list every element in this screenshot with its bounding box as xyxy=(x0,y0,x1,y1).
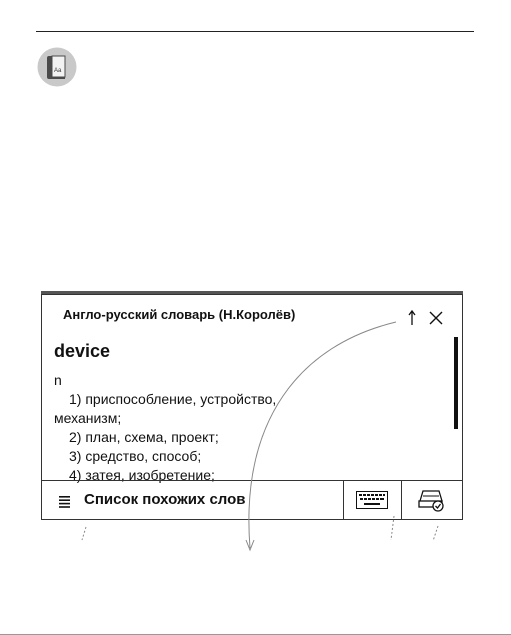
dictionary-entry xyxy=(54,371,276,485)
entry-line: 4) затея, изобретение; xyxy=(69,467,215,483)
entry-line: механизм; xyxy=(54,410,122,426)
list-icon xyxy=(59,496,70,508)
keyboard-icon xyxy=(356,491,388,509)
entry-line: 2) план, схема, проект; xyxy=(69,429,219,445)
close-icon[interactable] xyxy=(428,310,444,326)
scrollbar[interactable] xyxy=(454,337,458,429)
similar-words-label: Список похожих слов xyxy=(84,491,246,508)
entry-line: 3) средство, способ; xyxy=(69,448,202,464)
arrow-up-icon[interactable] xyxy=(404,309,420,327)
dialog-toolbar xyxy=(42,480,462,521)
headword: device xyxy=(54,341,111,361)
svg-text:Aa: Aa xyxy=(54,68,62,74)
entry-line: n xyxy=(54,372,62,388)
dictionary-dialog xyxy=(41,294,463,520)
translate-mode-icon xyxy=(417,488,445,512)
entry-line: 1) приспособление, устройство, xyxy=(69,391,277,407)
dictionary-book-icon xyxy=(37,47,77,87)
similar-words-button[interactable] xyxy=(42,481,343,520)
dictionary-title[interactable]: Англо-русский словарь (Н.Королёв) xyxy=(63,307,296,322)
keyboard-button[interactable] xyxy=(344,481,401,520)
top-rule xyxy=(36,31,474,32)
translate-mode-button[interactable] xyxy=(402,481,462,520)
